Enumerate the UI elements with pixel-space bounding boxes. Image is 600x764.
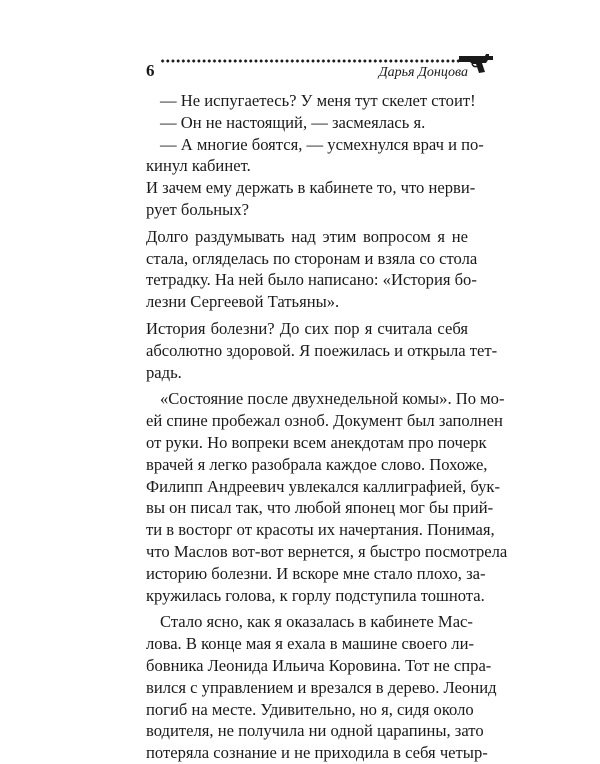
text-line: кружилась голова, к горлу подступила тошнота. — [146, 585, 485, 605]
text-line: История болезни? До сих пор я считала себя — [146, 318, 468, 338]
running-head-author: Дарья Донцова — [378, 65, 468, 80]
text-line: погиб на месте. Удивительно, но я, сидя около — [146, 699, 474, 719]
text-line: тетрадку. На ней было написано: «История бо- — [146, 270, 477, 290]
text-line: И зачем ему держать в кабинете то, что нерви- — [146, 178, 476, 198]
text-line: потеряла сознание и не приходила в себя четыр- — [146, 743, 488, 763]
page-number: 6 — [146, 61, 155, 80]
text-line: бовника Леонида Ильича Коровина. Тот не спра- — [146, 655, 492, 675]
text-line: Долго раздумывать над этим вопросом я не — [146, 226, 468, 246]
page-header — [146, 58, 494, 82]
text-line: ей спине пробежал озноб. Документ был заполнен — [146, 411, 503, 431]
text-line: ти в восторг от красоты их начертания. Понимая, — [146, 520, 495, 540]
text-line: стала, огляделась по сторонам и взяла со стола — [146, 248, 478, 268]
text-line: абсолютно здоровой. Я поежилась и открыла тет- — [146, 340, 498, 360]
text-line: историю болезни. И вскоре мне стало плохо, за- — [146, 563, 486, 583]
text-line: лова. В конце мая я ехала в машине своего ли- — [146, 634, 474, 654]
text-line: водителя, не получила ни одной царапины, зато — [146, 721, 484, 741]
body-text — [146, 90, 508, 764]
text-line: — Не испугаетесь? У меня тут скелет стоит! — [160, 91, 476, 110]
revolver-icon — [458, 52, 494, 76]
text-line: лезни Сергеевой Татьяны». — [146, 292, 340, 312]
text-line: Филипп Андреевич увлекался каллиграфией, бук- — [146, 476, 501, 496]
text-line: что Маслов вот-вот вернется, я быстро посмотрела — [146, 541, 508, 561]
text-line: кинул кабинет. — [146, 156, 251, 176]
text-line: вился с управлением и врезался в дерево. Леонид — [146, 677, 497, 697]
text-line: Стало ясно, как я оказалась в кабинете Мас- — [160, 612, 473, 632]
dotted-rule — [160, 58, 462, 64]
text-line: «Состояние после двухнедельной комы». По мо- — [160, 389, 505, 409]
text-line: врачей я легко разобрала каждое слово. Похоже, — [146, 454, 488, 474]
text-line: вы он писал так, что любой японец мог бы прий- — [146, 498, 494, 518]
text-line: от руки. Но вопреки всем анекдотам про почерк — [146, 432, 487, 452]
text-line: рует больных? — [146, 199, 249, 219]
text-line: — А многие боятся, — усмехнулся врач и по- — [160, 134, 484, 154]
text-line: радь. — [146, 362, 182, 382]
text-line: — Он не настоящий, — засмеялась я. — [160, 112, 426, 132]
